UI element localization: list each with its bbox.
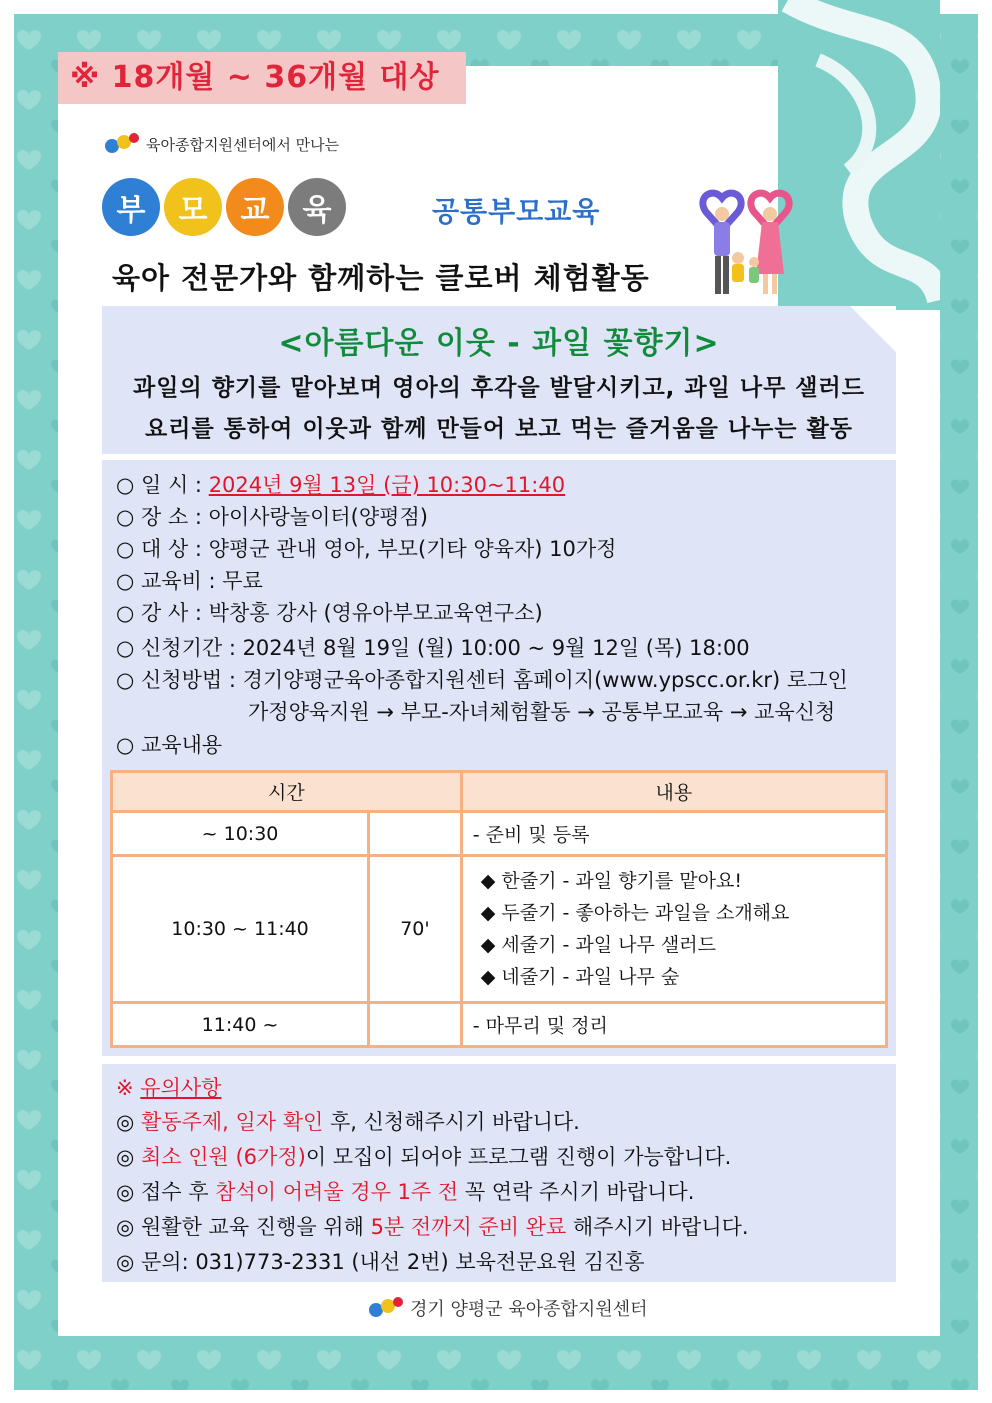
notice-text: 꼭 연락 주시기 바랍니다. [458, 1180, 695, 1204]
circle-char-3: 교 [226, 178, 284, 236]
info-fee: ○ 교육비 : 무료 [116, 569, 263, 593]
info-place: ○ 장 소 : 아이사랑놀이터(양평점) [116, 505, 428, 529]
family-illustration [692, 182, 798, 300]
row-content [461, 856, 886, 1003]
table-header-row [112, 772, 887, 812]
notice-bullet: ◎ [116, 1110, 141, 1134]
notice-highlight: 5분 전까지 준비 완료 [370, 1215, 567, 1239]
info-method: ○ 신청방법 : 경기양평군육아종합지원센터 홈페이지(www.ypscc.or.kr) 로그인 [116, 668, 848, 692]
description-line-1: 과일의 향기를 맡아보며 영아의 후각을 발달시키고, 과일 나무 샐러드 [133, 375, 865, 401]
row-time: ~ 10:30 [112, 812, 369, 856]
info-target: ○ 대 상 : 양평군 관내 영아, 부모(기타 양육자) 10가정 [116, 537, 617, 561]
row-duration: 70' [369, 856, 462, 1003]
notice-line-3 [116, 1178, 694, 1206]
program-title: <아름다운 이웃 - 과일 꽃향기> [278, 326, 720, 361]
center-logo-icon [104, 130, 140, 158]
program-intro-box [102, 306, 896, 454]
notice-box [102, 1064, 896, 1282]
common-parent-education-title: 공통부모교육 [432, 195, 601, 228]
row-time: 10:30 ~ 11:40 [112, 856, 369, 1003]
schedule-table [110, 770, 888, 1048]
program-info-box [102, 460, 896, 1056]
circle-char-2: 모 [164, 178, 222, 236]
info-content-label: ○ 교육내용 [116, 733, 223, 757]
notice-highlight: 활동주제, 일자 확인 [141, 1110, 324, 1134]
age-target-badge: ※ 18개월 ~ 36개월 대상 [58, 52, 466, 104]
row-duration [369, 1003, 462, 1047]
notice-text: 해주시기 바랍니다. [566, 1215, 749, 1239]
header-content: 내용 [461, 772, 886, 812]
ribbon-area [778, 0, 940, 310]
description-line-2: 요리를 통하여 이웃과 함께 만들어 보고 먹는 즐거움을 나누는 활동 [145, 416, 853, 442]
circle-char-4: 육 [288, 178, 346, 236]
notice-text: 이 모집이 되어야 프로그램 진행이 가능합니다. [305, 1145, 732, 1169]
center-tagline: 육아종합지원센터에서 만나는 [146, 135, 340, 154]
row-content: - 준비 및 등록 [461, 812, 886, 856]
main-title: 육아 전문가와 함께하는 클로버 체험활동 [112, 261, 650, 295]
notice-bullet: ◎ [116, 1145, 141, 1169]
notice-line-4 [116, 1213, 749, 1241]
date-value: 2024년 9월 13일 (금) 10:30~11:40 [208, 473, 566, 497]
notice-contact: ◎ 문의: 031)773-2331 (내선 2번) 보육전문요원 김진홍 [116, 1250, 645, 1274]
info-instructor: ○ 강 사 : 박창홍 강사 (영유아부모교육연구소) [116, 601, 543, 625]
row-duration [369, 812, 462, 856]
list-item: ◆ 세줄기 - 과일 나무 샐러드 [480, 934, 716, 956]
program-description [102, 368, 896, 450]
notice-heading: 유의사항 [140, 1076, 222, 1100]
date-label: ○ 일 시 : [116, 473, 209, 497]
notice-text: ◎ 접수 후 [116, 1180, 216, 1204]
program-name-circles [102, 178, 346, 236]
center-logo-icon [368, 1294, 404, 1322]
table-row [112, 856, 887, 1003]
info-method-path: 가정양육지원 → 부모-자녀체험활동 → 공통부모교육 → 교육신청 [248, 700, 836, 724]
footer-center-name: 경기 양평군 육아종합지원센터 [410, 1299, 648, 1320]
row-time: 11:40 ~ [112, 1003, 369, 1047]
table-row [112, 812, 887, 856]
notice-line-1 [116, 1108, 580, 1136]
info-period: ○ 신청기간 : 2024년 8월 19일 (월) 10:00 ~ 9월 12일 (목) 18:00 [116, 636, 750, 660]
activity-list [463, 857, 885, 1001]
notice-text: ◎ 원활한 교육 진행을 위해 [116, 1215, 371, 1239]
list-item: ◆ 두줄기 - 좋아하는 과일을 소개해요 [480, 902, 790, 924]
notice-highlight: 최소 인원 (6가정) [141, 1145, 306, 1169]
notice-line-2 [116, 1143, 731, 1171]
notice-title [116, 1074, 221, 1102]
list-item: ◆ 네줄기 - 과일 나무 숲 [480, 966, 680, 988]
ribbon-decoration [778, 0, 940, 310]
notice-text: 후, 신청해주시기 바랍니다. [323, 1110, 580, 1134]
info-date [116, 471, 565, 499]
center-logo [104, 130, 339, 158]
row-content: - 마무리 및 정리 [461, 1003, 886, 1047]
table-row [112, 1003, 887, 1047]
circle-char-1: 부 [102, 178, 160, 236]
header-time: 시간 [112, 772, 462, 812]
notice-mark: ※ [116, 1076, 141, 1100]
list-item: ◆ 한줄기 - 과일 향기를 맡아요! [480, 870, 742, 892]
footer [368, 1294, 648, 1322]
notice-highlight: 참석이 어려울 경우 1주 전 [215, 1180, 459, 1204]
